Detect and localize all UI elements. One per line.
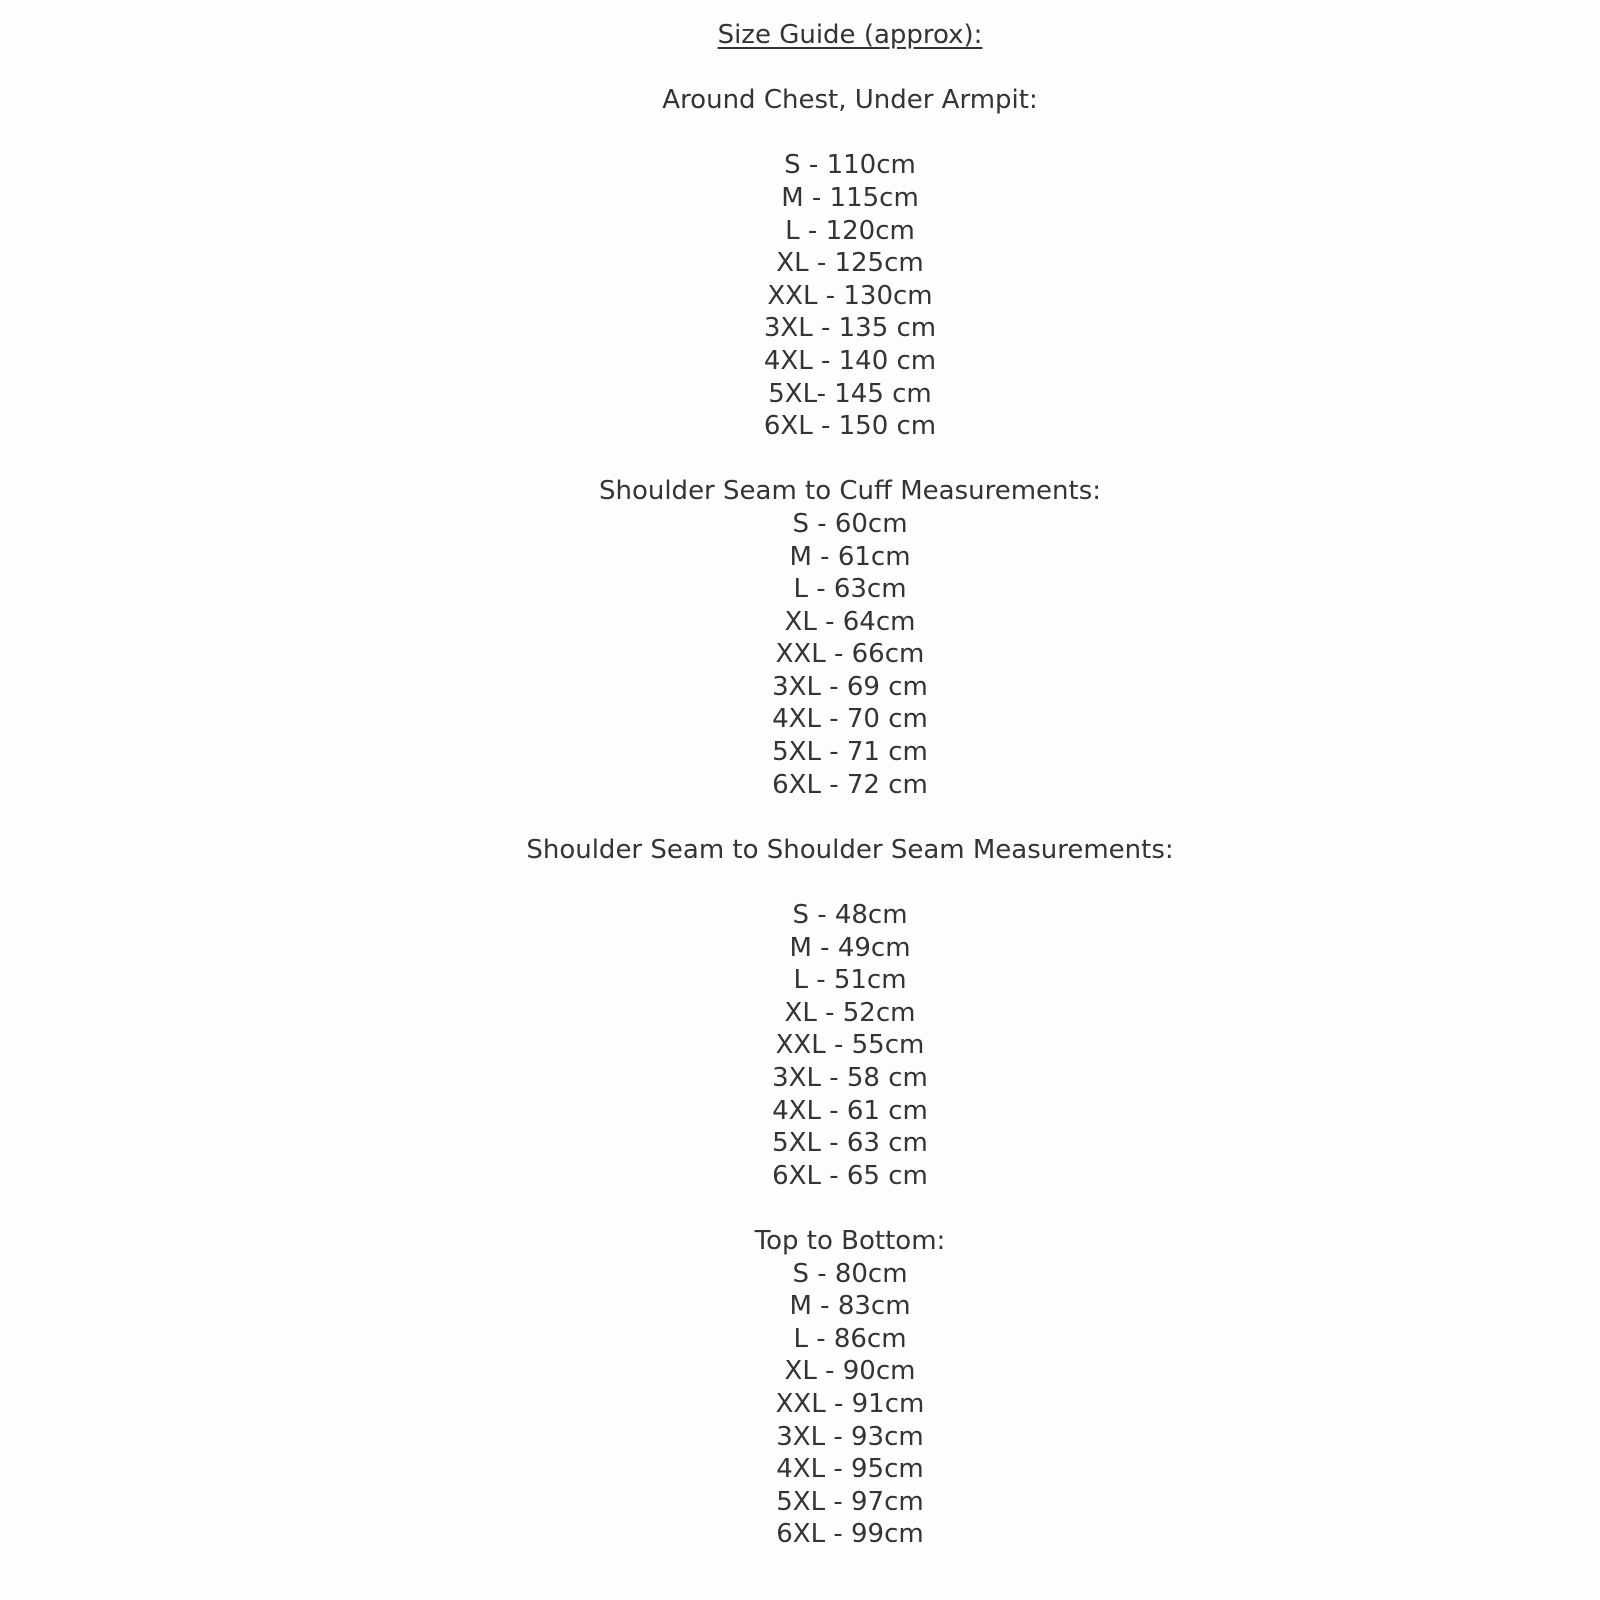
size-item: M - 115cm bbox=[781, 182, 919, 213]
size-item: 3XL - 93cm bbox=[776, 1421, 924, 1452]
size-list bbox=[100, 508, 1600, 801]
size-item: 4XL - 95cm bbox=[776, 1454, 924, 1485]
size-item: 5XL - 71 cm bbox=[772, 737, 928, 768]
section-heading: Top to Bottom: bbox=[754, 1225, 946, 1256]
size-item: 3XL - 58 cm bbox=[772, 1063, 928, 1093]
size-section bbox=[100, 1225, 1600, 1551]
size-item: XXL - 66cm bbox=[775, 639, 925, 670]
size-section bbox=[100, 475, 1600, 801]
size-item: XL - 52cm bbox=[784, 997, 916, 1028]
size-item: M - 49cm bbox=[789, 932, 911, 963]
size-section bbox=[100, 834, 1600, 1193]
size-item: S - 60cm bbox=[792, 508, 908, 539]
size-item: M - 61cm bbox=[789, 541, 911, 572]
size-item: S - 80cm bbox=[792, 1258, 908, 1289]
section-heading: Shoulder Seam to Shoulder Seam Measurements: bbox=[526, 834, 1174, 865]
page-title: Size Guide (approx): bbox=[717, 20, 983, 50]
size-item: 5XL- 145 cm bbox=[768, 378, 932, 409]
size-item: L - 86cm bbox=[793, 1323, 907, 1354]
size-item: 6XL - 99cm bbox=[776, 1519, 924, 1550]
size-item: XL - 90cm bbox=[784, 1356, 916, 1387]
size-item: 6XL - 65 cm bbox=[772, 1160, 928, 1191]
size-item: L - 63cm bbox=[793, 574, 907, 605]
size-item: 5XL - 97cm bbox=[776, 1486, 924, 1517]
size-item: S - 110cm bbox=[784, 150, 916, 181]
size-item: XL - 64cm bbox=[784, 606, 916, 637]
size-item: XXL - 130cm bbox=[767, 280, 933, 311]
size-item: S - 48cm bbox=[792, 900, 908, 931]
size-list bbox=[100, 899, 1600, 1192]
size-item: 6XL - 150 cm bbox=[763, 411, 937, 442]
size-item: M - 83cm bbox=[789, 1291, 911, 1322]
size-item: 5XL - 63 cm bbox=[772, 1128, 928, 1159]
size-section bbox=[100, 84, 1600, 443]
size-item: L - 51cm bbox=[793, 965, 907, 996]
size-item: XXL - 55cm bbox=[775, 1030, 925, 1061]
section-heading: Around Chest, Under Armpit: bbox=[662, 85, 1038, 116]
section-heading: Shoulder Seam to Cuff Measurements: bbox=[598, 476, 1102, 507]
size-item: XXL - 91cm bbox=[775, 1388, 925, 1419]
size-item: L - 120cm bbox=[785, 215, 915, 246]
size-item: 4XL - 61 cm bbox=[772, 1095, 928, 1126]
size-item: 4XL - 70 cm bbox=[772, 704, 928, 735]
size-item: 3XL - 69 cm bbox=[772, 671, 928, 702]
size-item: 3XL - 135 cm bbox=[763, 313, 937, 344]
size-list bbox=[100, 149, 1600, 442]
size-item: XL - 125cm bbox=[776, 248, 924, 279]
size-list bbox=[100, 1258, 1600, 1551]
size-item: 6XL - 72 cm bbox=[772, 769, 928, 800]
size-item: 4XL - 140 cm bbox=[763, 345, 937, 376]
sections-container bbox=[100, 84, 1600, 1551]
